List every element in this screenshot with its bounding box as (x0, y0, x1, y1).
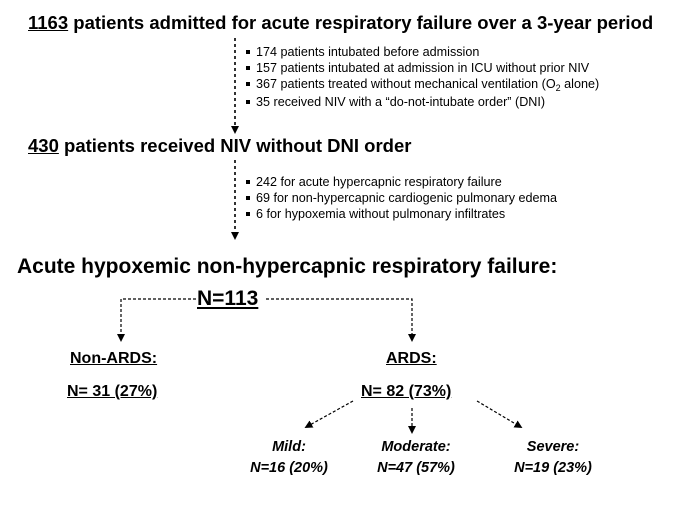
exclusion-item: 242 for acute hypercapnic respiratory failure (246, 174, 557, 190)
branch-to-ards (266, 299, 412, 338)
non-ards-count: N= 31 (27%) (67, 383, 158, 400)
severity-label: Moderate: (381, 439, 451, 455)
arrow-to-mild (308, 401, 353, 426)
exclusion-item: 69 for non-hypercapnic cardiogenic pulmonary edema (246, 190, 557, 206)
exclusion-item: 174 patients intubated before admission (246, 44, 599, 60)
total-count: N=113 (197, 287, 259, 310)
cohort-header (28, 12, 653, 34)
cohort-text: patients admitted for acute respiratory failure over a 3-year period (68, 12, 654, 33)
cohort-count: 1163 (28, 12, 69, 33)
niv-text: patients received NIV without DNI order (58, 135, 412, 156)
severity-count: N=16 (20%) (250, 460, 328, 476)
severity-count: N=19 (23%) (514, 460, 592, 476)
ards-label: ARDS: (386, 350, 437, 367)
severity-severe (488, 437, 618, 479)
ards-count: N= 82 (73%) (361, 383, 452, 400)
section-title: Acute hypoxemic non-hypercapnic respiratory failure: (17, 255, 558, 278)
exclusion-item: 6 for hypoxemia without pulmonary infiltrates (246, 206, 557, 222)
arrow-to-severe (477, 401, 519, 426)
non-ards-label: Non-ARDS: (70, 350, 158, 367)
severity-label: Mild: (272, 439, 306, 455)
severity-mild (224, 437, 354, 479)
exclusion-item: 35 received NIV with a “do-not-intubate order” (DNI) (246, 94, 599, 110)
exclusion-item: 157 patients intubated at admission in ICU without prior NIV (246, 60, 599, 76)
severity-moderate (351, 437, 481, 479)
severity-count: N=47 (57%) (377, 460, 455, 476)
branch-to-non-ards (121, 299, 196, 338)
niv-count: 430 (28, 135, 59, 156)
niv-header (28, 135, 411, 157)
exclusion-list-2 (246, 174, 557, 223)
exclusion-list-1 (246, 44, 599, 110)
exclusion-item: 367 patients treated without mechanical ventilation ($O_2$ alone) (246, 76, 599, 93)
severity-label: Severe: (526, 439, 580, 455)
